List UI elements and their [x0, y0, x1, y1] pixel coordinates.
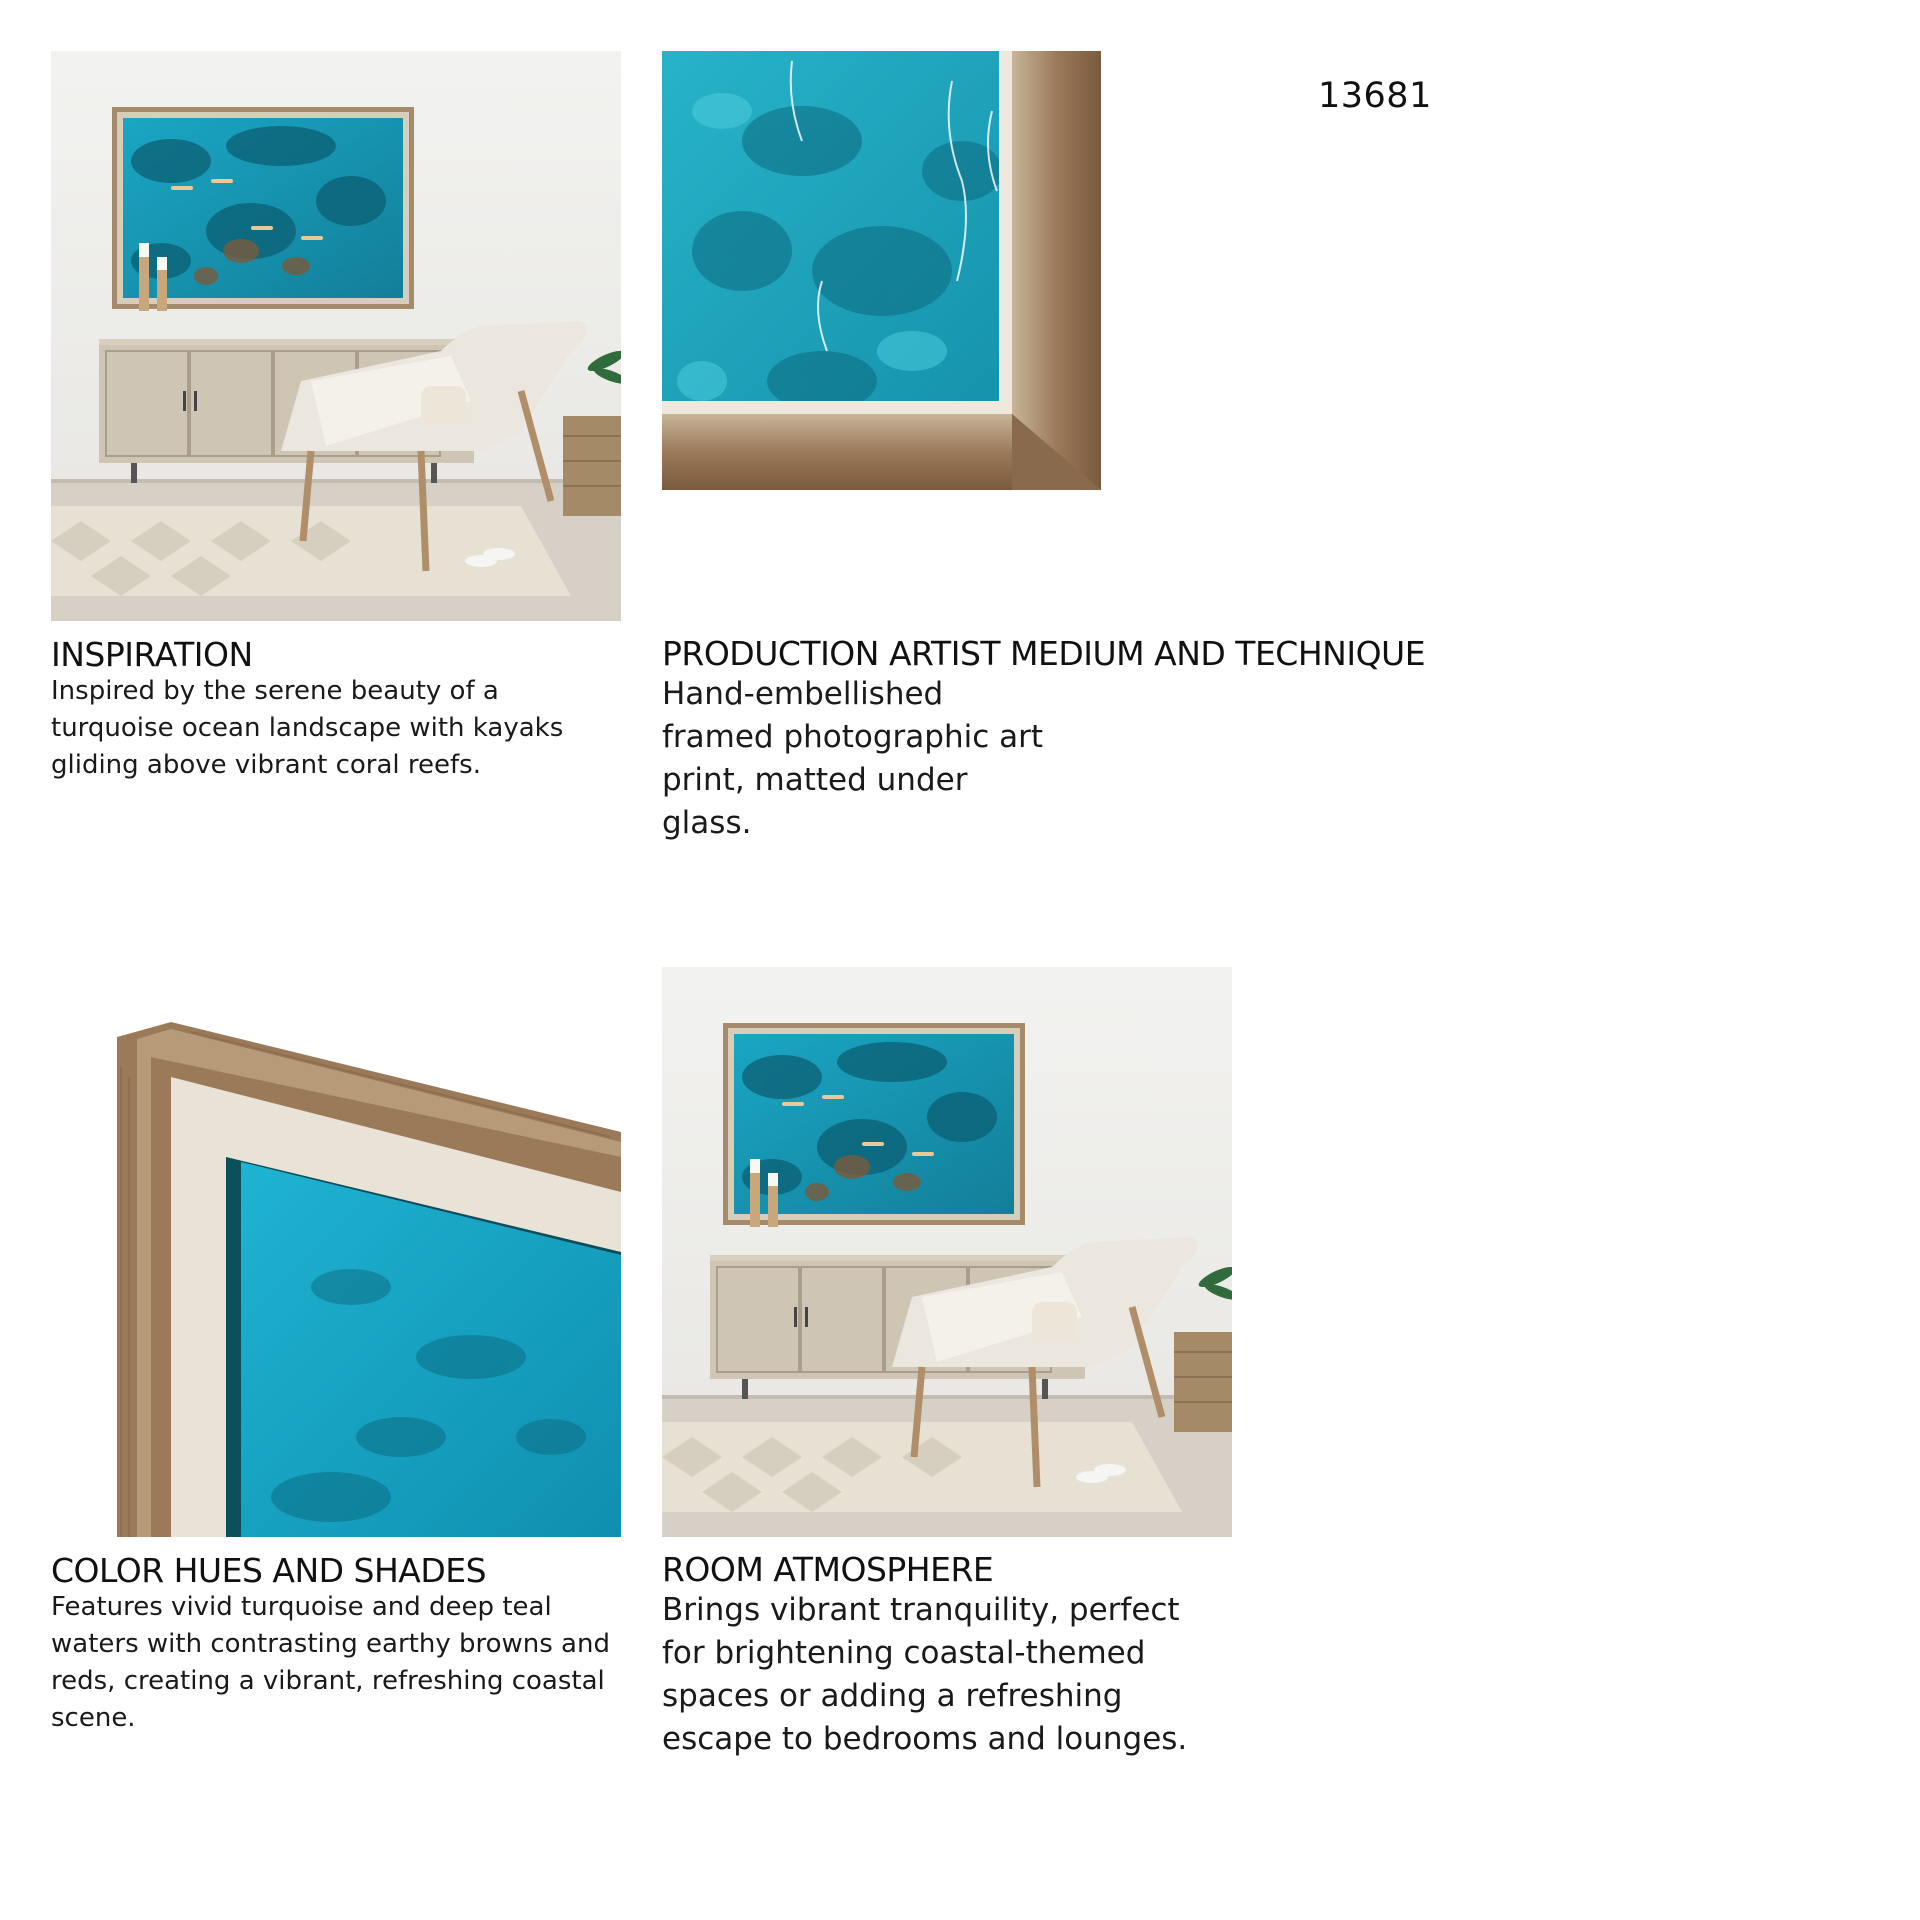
color-hues-title: COLOR HUES AND SHADES [51, 1551, 487, 1590]
product-code: 13681 [1318, 76, 1432, 116]
room-scene-image-top [51, 51, 621, 621]
room-atmosphere-body: Brings vibrant tranquility, perfect for brightening coastal-themed spaces or adding a refreshing escape to bedrooms and lounges. [662, 1592, 1188, 1757]
inspiration-body: Inspired by the serene beauty of a turquoise ocean landscape with kayaks gliding above vibrant coral reefs. [51, 676, 564, 780]
inspiration-title: INSPIRATION [51, 635, 253, 674]
room-scene-image-bottom [662, 967, 1232, 1537]
medium-body: Hand-embellished framed photographic art print, matted under glass. [662, 676, 1044, 841]
medium-title: PRODUCTION ARTIST MEDIUM AND TECHNIQUE [662, 634, 1426, 673]
room-atmosphere-title: ROOM ATMOSPHERE [662, 1550, 994, 1589]
frame-corner-closeup-image [662, 51, 1101, 490]
color-hues-body: Features vivid turquoise and deep teal waters with contrasting earthy browns and reds, creating a vibrant, refreshing coastal scene. [51, 1592, 610, 1733]
frame-angle-detail-image [51, 967, 621, 1537]
